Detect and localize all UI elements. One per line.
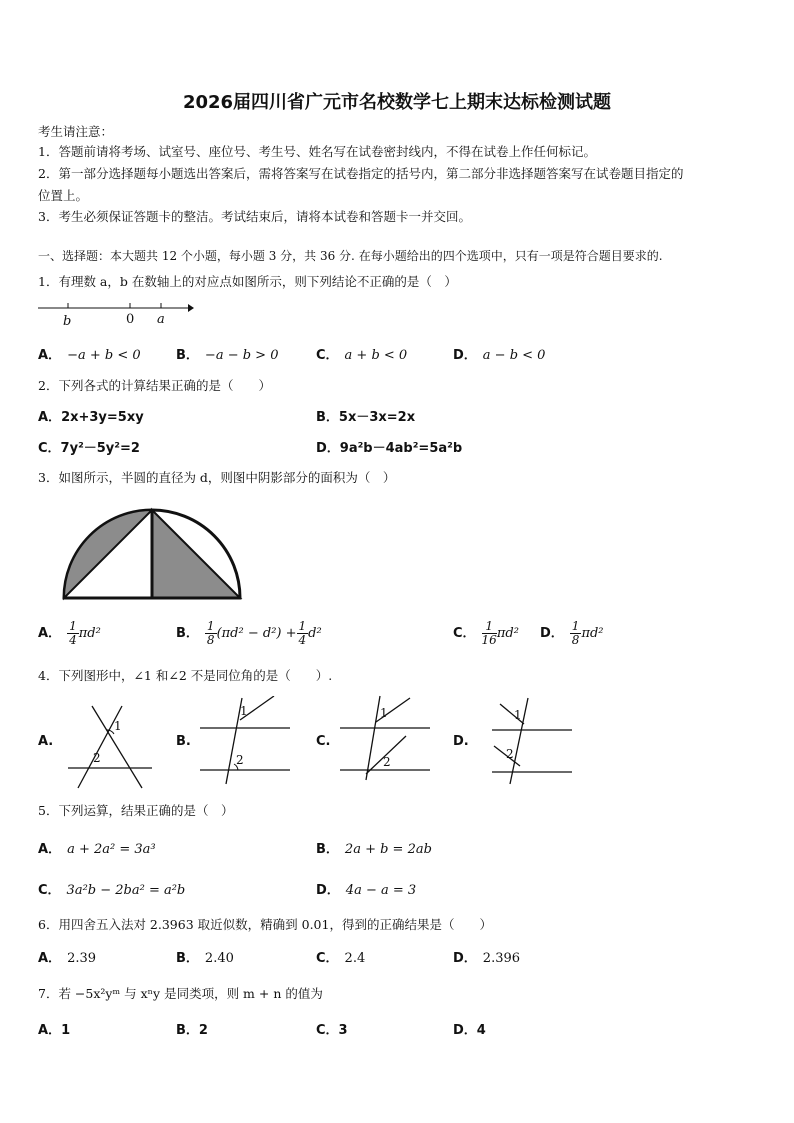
angle-label-2: 2 [383, 755, 391, 769]
option-c-label: C. [316, 734, 331, 749]
option-c: C． $\frac{1}{16}$ πd² [453, 619, 519, 647]
angle-label-1: 1 [240, 704, 248, 718]
option-d: D．9a²b－4ab²=5a²b [316, 441, 463, 456]
option-d: D． $\frac{1}{8}$ πd² [540, 619, 604, 647]
option-b: B．2 [176, 1023, 208, 1038]
option-c: C． 2.4 [316, 951, 366, 966]
option-b: B．5x－3x=2x [316, 410, 416, 425]
option-c: C． a + b < 0 [316, 348, 408, 363]
option-b: B． 2.40 [176, 951, 234, 966]
angle-label-2: 2 [506, 747, 514, 761]
angle-label-1: 1 [380, 706, 388, 720]
figure-a [60, 700, 160, 790]
notice-item: 1．答题前请将考场、试室号、座位号、考生号、姓名写在试卷密封线内，不得在试卷上作任何标记。 [38, 144, 596, 159]
angle-label-1: 1 [114, 719, 122, 733]
question-1-stem: 1．有理数 a，b 在数轴上的对应点如图所示，则下列结论不正确的是（ ） [38, 274, 457, 289]
notice-item: 3．考生必须保证答题卡的整洁。考试结束后，请将本试卷和答题卡一并交回。 [38, 209, 471, 224]
angle-label-2: 2 [236, 753, 244, 767]
page-title: 2026届四川省广元市名校数学七上期末达标检测试题 [182, 92, 612, 113]
question-6-stem: 6．用四舍五入法对 2.3963 取近似数，精确到 0.01，得到的正确结果是（ ） [38, 917, 492, 932]
axis-label-zero: 0 [126, 312, 135, 327]
option-a: A． −a + b < 0 [38, 348, 141, 363]
option-a: A．1 [38, 1023, 71, 1038]
option-d: D．4 [453, 1023, 486, 1038]
option-d: D． a − b < 0 [453, 348, 546, 363]
option-b: B． $\frac{1}{8}$ (πd² − d²) + $\frac{1}{4}$ d² [176, 619, 322, 647]
option-b: B． −a − b > 0 [176, 348, 279, 363]
figure-d [480, 696, 580, 786]
option-a-label: A. [38, 734, 54, 749]
option-a: A．2x+3y=5xy [38, 410, 144, 425]
option-c: C．3 [316, 1023, 348, 1038]
number-line-figure [36, 296, 196, 332]
option-b: B． 2a + b = 2ab [316, 842, 432, 857]
question-4-stem: 4．下列图形中，∠1 和∠2 不是同位角的是（ ）. [38, 668, 333, 683]
option-a: A． $\frac{1}{4}$ πd² [38, 619, 101, 647]
section-heading: 一、选择题：本大题共 12 个小题，每小题 3 分，共 36 分. 在每小题给出的四个选项中，只有一项是符合题目要求的. [38, 249, 663, 263]
option-c: C．7y²－5y²=2 [38, 441, 140, 456]
semicircle-figure [58, 500, 248, 604]
option-d-label: D. [453, 734, 469, 749]
question-2-stem: 2．下列各式的计算结果正确的是（ ） [38, 378, 271, 393]
notice-item: 2．第一部分选择题每小题选出答案后，需将答案写在试卷指定的括号内，第二部分非选择题答案写在试卷题目指定的 [38, 166, 684, 181]
option-b-label: B. [176, 734, 191, 749]
angle-label-1: 1 [514, 708, 522, 722]
option-a: A． a + 2a² = 3a³ [38, 842, 156, 857]
option-d: D． 4a − a = 3 [316, 883, 417, 898]
question-3-stem: 3．如图所示，半圆的直径为 d，则图中阴影部分的面积为（ ） [38, 470, 396, 485]
notice-heading: 考生请注意： [38, 124, 114, 139]
question-7-stem: 7．若 −5x²yᵐ 与 xⁿy 是同类项，则 m + n 的值为 [38, 986, 323, 1001]
option-a: A． 2.39 [38, 951, 97, 966]
axis-label-b: b [63, 314, 72, 329]
option-d: D． 2.396 [453, 951, 521, 966]
axis-label-a: a [157, 312, 165, 327]
notice-item: 位置上。 [38, 188, 89, 203]
question-5-stem: 5．下列运算，结果正确的是（ ） [38, 803, 234, 818]
angle-label-2: 2 [93, 751, 101, 765]
option-c: C． 3a²b − 2ba² = a²b [38, 883, 186, 898]
